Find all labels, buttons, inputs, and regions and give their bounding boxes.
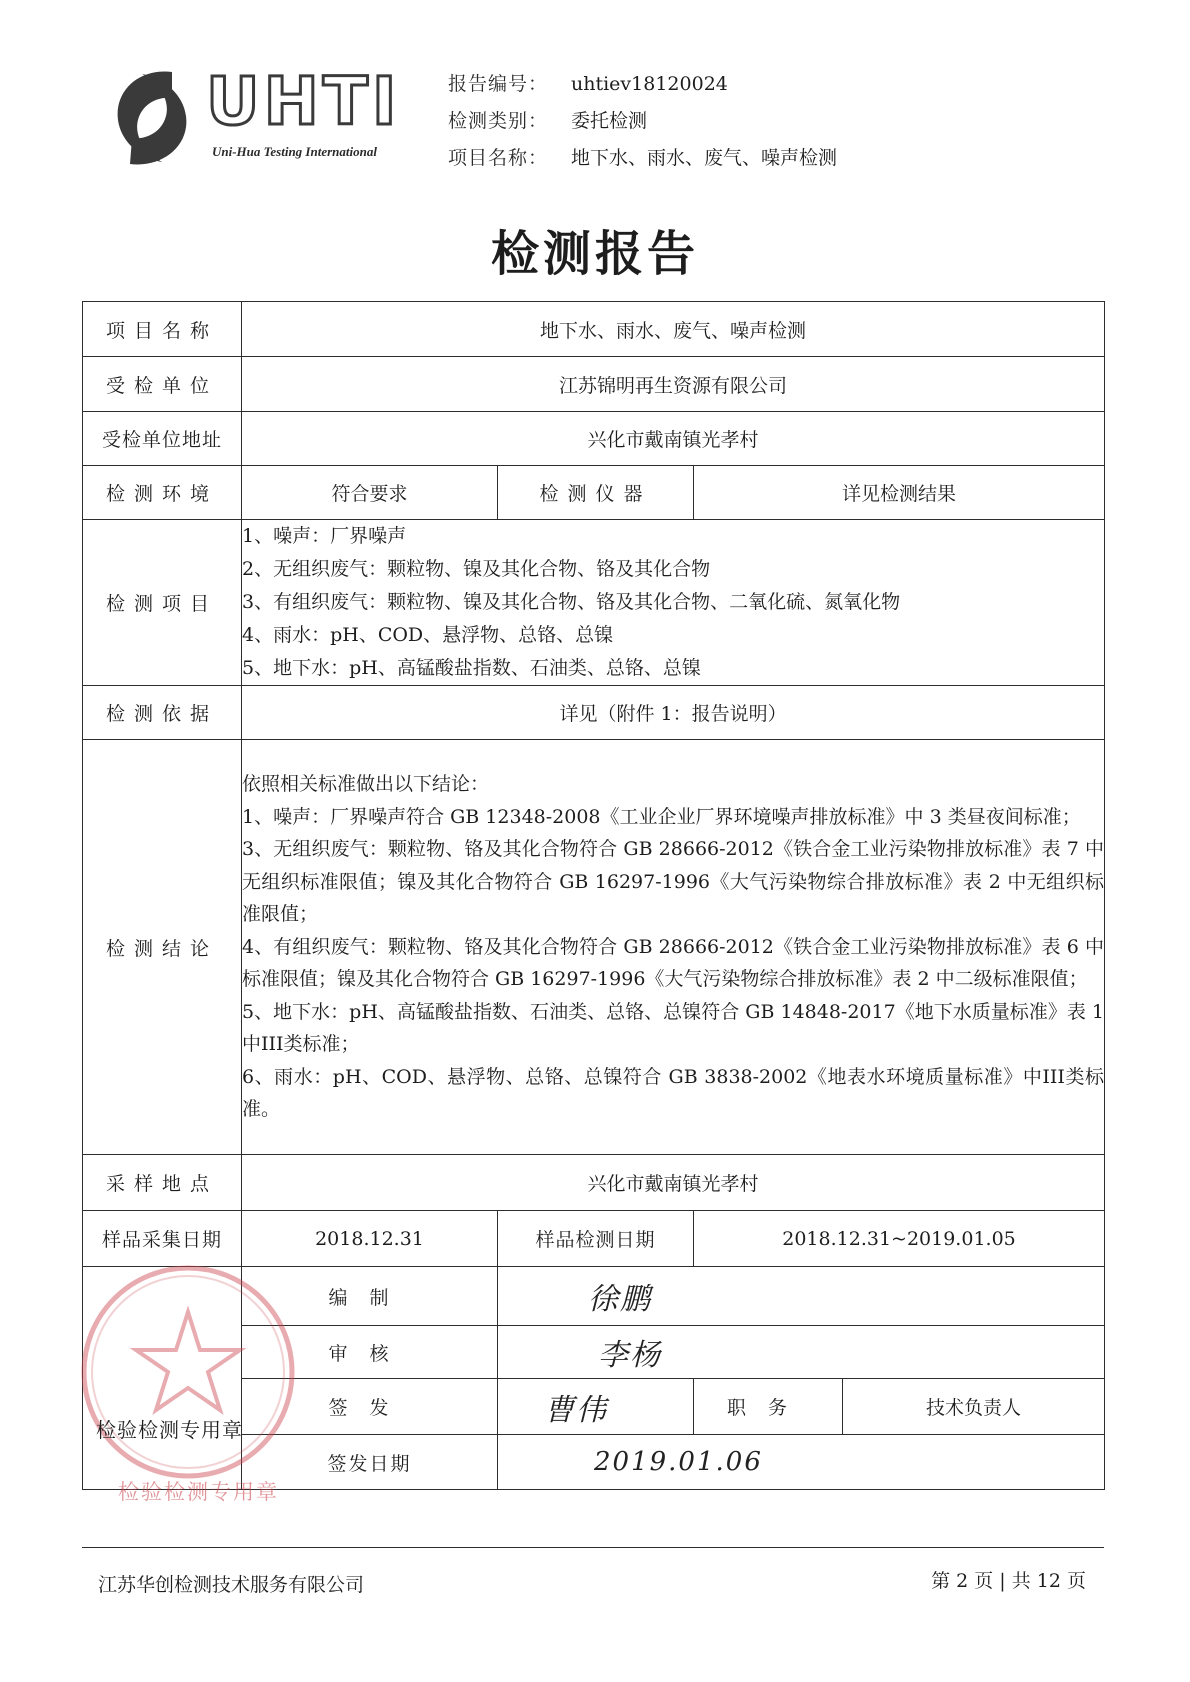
list-item: 3、无组织废气：颗粒物、铬及其化合物符合 GB 28666-2012《铁合金工业污染物排放标准》表 7 中无组织标准限值；镍及其化合物符合 GB 16297-1996《大气污染物综合排放标准》表 2 中无组织标准限值；	[242, 838, 1105, 926]
meta-row-report-no	[448, 66, 837, 103]
issue-date-cell	[498, 1435, 1105, 1490]
table-row	[83, 740, 1105, 1155]
inspected-unit-value: 江苏锦明再生资源有限公司	[242, 357, 1105, 412]
signature-block-spacer	[83, 1267, 242, 1490]
list-item: 4、雨水：pH、COD、悬浮物、总铬、总镍	[242, 624, 614, 646]
project-name-value: 地下水、雨水、废气、噪声检测	[242, 302, 1105, 357]
seal-text: 检验检测专用章	[118, 1480, 279, 1504]
list-item: 1、噪声：厂界噪声	[242, 525, 407, 547]
reviewed-signature: 李杨	[598, 1338, 662, 1373]
table-row	[83, 466, 1105, 520]
issued-signature-cell	[498, 1379, 694, 1435]
table-row	[83, 302, 1105, 357]
test-date-value: 2018.12.31~2019.01.05	[694, 1211, 1105, 1267]
list-item: 1、噪声：厂界噪声符合 GB 12348-2008《工业企业厂界环境噪声排放标准》中 3 类昼夜间标准；	[242, 805, 1081, 828]
environment-label: 检测环境	[83, 466, 242, 520]
table-row	[83, 686, 1105, 740]
collect-date-label: 样品采集日期	[83, 1211, 242, 1267]
table-row	[83, 1267, 1105, 1326]
collect-date-value: 2018.12.31	[242, 1211, 498, 1267]
report-table	[82, 301, 1105, 1490]
meta-value: uhtiev18120024	[571, 73, 728, 95]
unit-address-value: 兴化市戴南镇光孝村	[242, 412, 1105, 466]
table-row	[83, 412, 1105, 466]
page-title: 检测报告	[490, 226, 699, 282]
project-name-label: 项目名称	[83, 302, 242, 357]
items-list	[242, 520, 1105, 686]
list-item: 5、地下水：pH、高锰酸盐指数、石油类、总铬、总镍符合 GB 14848-2017《地下水质量标准》表 1 中III类标准；	[242, 1000, 1105, 1056]
issued-signature: 曹伟	[544, 1392, 608, 1428]
sampling-site-value: 兴化市戴南镇光孝村	[242, 1155, 1105, 1211]
table-row	[83, 520, 1105, 686]
items-label: 检测项目	[83, 520, 242, 686]
conclusion-intro: 依照相关标准做出以下结论：	[242, 773, 490, 796]
meta-row-category	[448, 103, 837, 140]
meta-row-project	[448, 140, 837, 177]
footer-company: 江苏华创检测技术服务有限公司	[98, 1574, 365, 1596]
reviewed-label: 审核	[242, 1326, 498, 1379]
basis-label: 检测依据	[83, 686, 242, 740]
footer-divider	[82, 1547, 1104, 1548]
test-date-label: 样品检测日期	[498, 1211, 694, 1267]
page-number: 第 2 页 | 共 12 页	[931, 1570, 1086, 1592]
list-item: 5、地下水：pH、高锰酸盐指数、石油类、总铬、总镍	[242, 657, 701, 679]
logo-swirl-icon	[110, 68, 194, 168]
conclusion-label: 检测结论	[83, 740, 242, 1155]
issued-label: 签发	[242, 1379, 498, 1435]
conclusion-text	[242, 740, 1105, 1155]
list-item: 3、有组织废气：颗粒物、镍及其化合物、铬及其化合物、二氧化硫、氮氧化物	[242, 591, 901, 613]
list-item: 2、无组织废气：颗粒物、镍及其化合物、铬及其化合物	[242, 558, 711, 580]
prepared-signature-cell	[498, 1267, 1105, 1326]
sampling-site-label: 采样地点	[83, 1155, 242, 1211]
instrument-value: 详见检测结果	[694, 466, 1105, 520]
report-meta	[448, 66, 837, 177]
company-logo	[110, 62, 410, 174]
unit-address-label: 受检单位地址	[83, 412, 242, 466]
inspected-unit-label: 受检单位	[83, 357, 242, 412]
issue-date-value: 2019.01.06	[594, 1447, 763, 1477]
meta-value: 委托检测	[571, 110, 648, 132]
meta-label: 检测类别：	[448, 110, 549, 132]
table-row	[83, 1211, 1105, 1267]
position-value: 技术负责人	[843, 1379, 1105, 1435]
reviewed-signature-cell	[498, 1326, 1105, 1379]
instrument-label: 检测仪器	[498, 466, 694, 520]
list-item: 4、有组织废气：颗粒物、铬及其化合物符合 GB 28666-2012《铁合金工业污染物排放标准》表 6 中标准限值；镍及其化合物符合 GB 16297-1996《大气污染物综合排放标准》表 2 中二级标准限值；	[242, 935, 1105, 991]
meta-value: 地下水、雨水、废气、噪声检测	[571, 147, 838, 169]
meta-label: 报告编号：	[448, 73, 549, 95]
table-row	[83, 357, 1105, 412]
prepared-label: 编制	[242, 1267, 498, 1326]
seal-label: 检验检测专用章	[96, 1418, 243, 1442]
list-item: 6、雨水：pH、COD、悬浮物、总铬、总镍符合 GB 3838-2002《地表水环境质量标准》中III类标准。	[242, 1065, 1105, 1121]
meta-label: 项目名称：	[448, 147, 549, 169]
basis-value: 详见（附件 1：报告说明）	[242, 686, 1105, 740]
table-row	[83, 1155, 1105, 1211]
logo-wordmark: UHTI	[206, 63, 401, 140]
logo-tagline: Uni-Hua Testing International	[212, 144, 377, 159]
issue-date-label: 签发日期	[242, 1435, 498, 1490]
environment-value: 符合要求	[242, 466, 498, 520]
position-label: 职务	[694, 1379, 843, 1435]
prepared-signature: 徐鹏	[588, 1282, 652, 1317]
